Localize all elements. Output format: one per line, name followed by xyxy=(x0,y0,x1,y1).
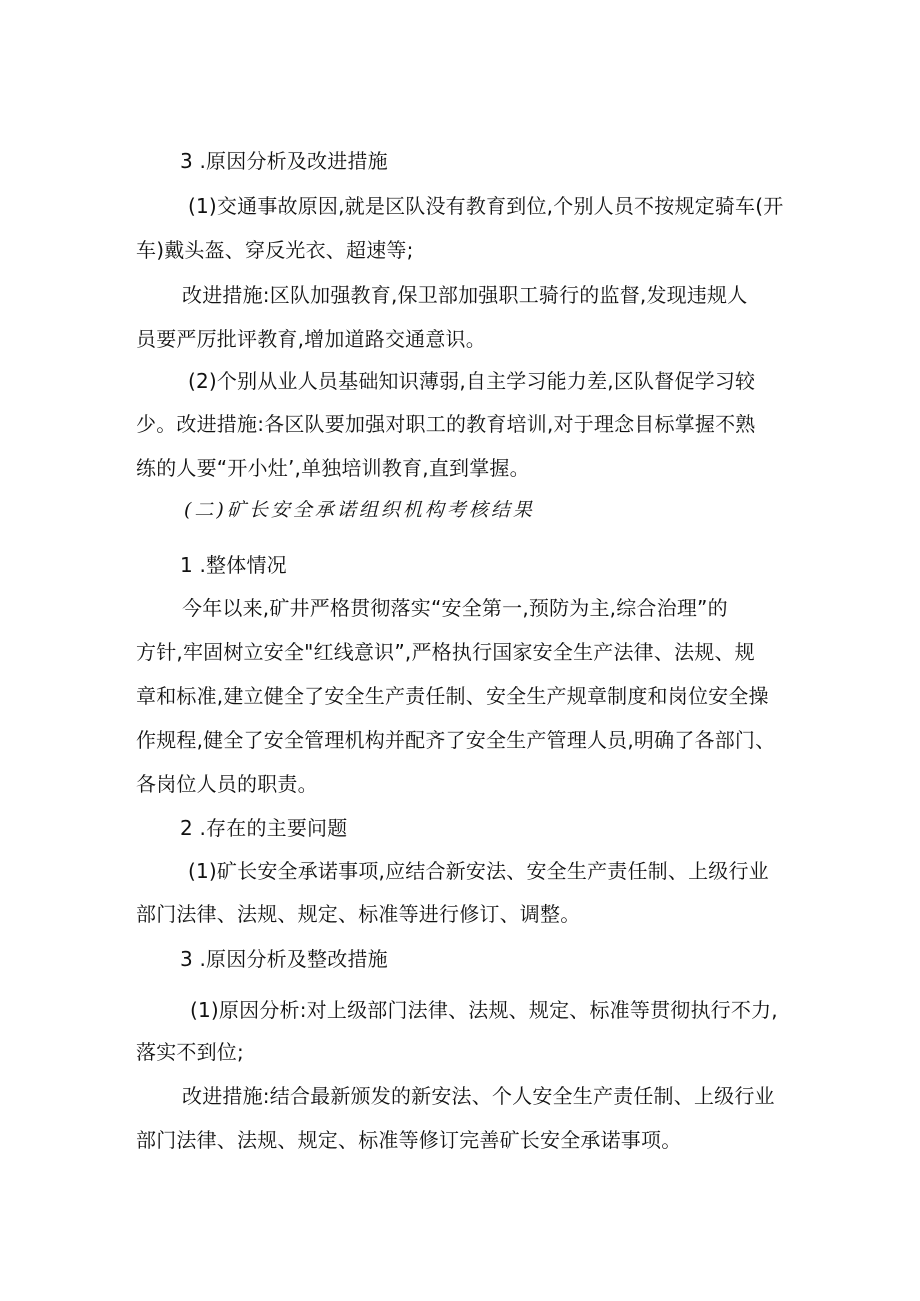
paragraph-line: 车)戴头盔、穿反光衣、超速等; xyxy=(136,238,414,262)
heading-cause-analysis: 3 .原因分析及改进措施 xyxy=(180,149,388,173)
heading-main-problems: 2 .存在的主要问题 xyxy=(180,816,348,840)
paragraph-line: 练的人要“开小灶’,单独培训教育,直到掌握。 xyxy=(136,456,530,480)
paragraph-line: 章和标准,建立健全了安全生产责任制、安全生产规章制度和岗位安全操 xyxy=(136,684,769,708)
paragraph-line: 改进措施:结合最新颁发的新安法、个人安全生产责任制、上级行业 xyxy=(182,1084,775,1108)
paragraph-line: 部门法律、法规、规定、标准等进行修订、调整。 xyxy=(136,902,581,926)
paragraph-line: 员要严厉批评教育,增加道路交通意识。 xyxy=(136,327,486,351)
paragraph-line: 各岗位人员的职责。 xyxy=(136,772,318,796)
paragraph-line: (2)个别从业人员基础知识薄弱,自主学习能力差,区队督促学习较 xyxy=(188,369,756,393)
paragraph-line: 改进措施:区队加强教育,保卫部加强职工骑行的监督,发现违规人 xyxy=(182,283,748,307)
section-title: (二)矿长安全承诺组织机构考核结果 xyxy=(184,499,535,521)
paragraph-line: 少。改进措施:各区队要加强对职工的教育培训,对于理念目标掌握不熟 xyxy=(136,412,756,436)
paragraph-line: 今年以来,矿井严格贯彻落实“安全第一,预防为主,综合治理”的 xyxy=(182,596,728,620)
paragraph-line: (1)交通事故原因,就是区队没有教育到位,个别人员不按规定骑车(开 xyxy=(188,194,784,218)
paragraph-line: 方针,牢固树立安全"红线意识”,严格执行国家安全生产法律、法规、规 xyxy=(136,640,755,664)
heading-rectification: 3 .原因分析及整改措施 xyxy=(180,947,388,971)
paragraph-line: (1)原因分析:对上级部门法律、法规、规定、标准等贯彻执行不力, xyxy=(190,998,778,1022)
paragraph-line: 落实不到位; xyxy=(136,1040,244,1064)
heading-overall: 1 .整体情况 xyxy=(180,553,287,577)
paragraph-line: (1)矿长安全承诺事项,应结合新安法、安全生产责任制、上级行业 xyxy=(188,859,769,883)
paragraph-line: 部门法律、法规、规定、标准等修订完善矿长安全承诺事项。 xyxy=(136,1128,682,1152)
paragraph-line: 作规程,健全了安全管理机构并配齐了安全生产管理人员,明确了各部门、 xyxy=(136,728,776,752)
